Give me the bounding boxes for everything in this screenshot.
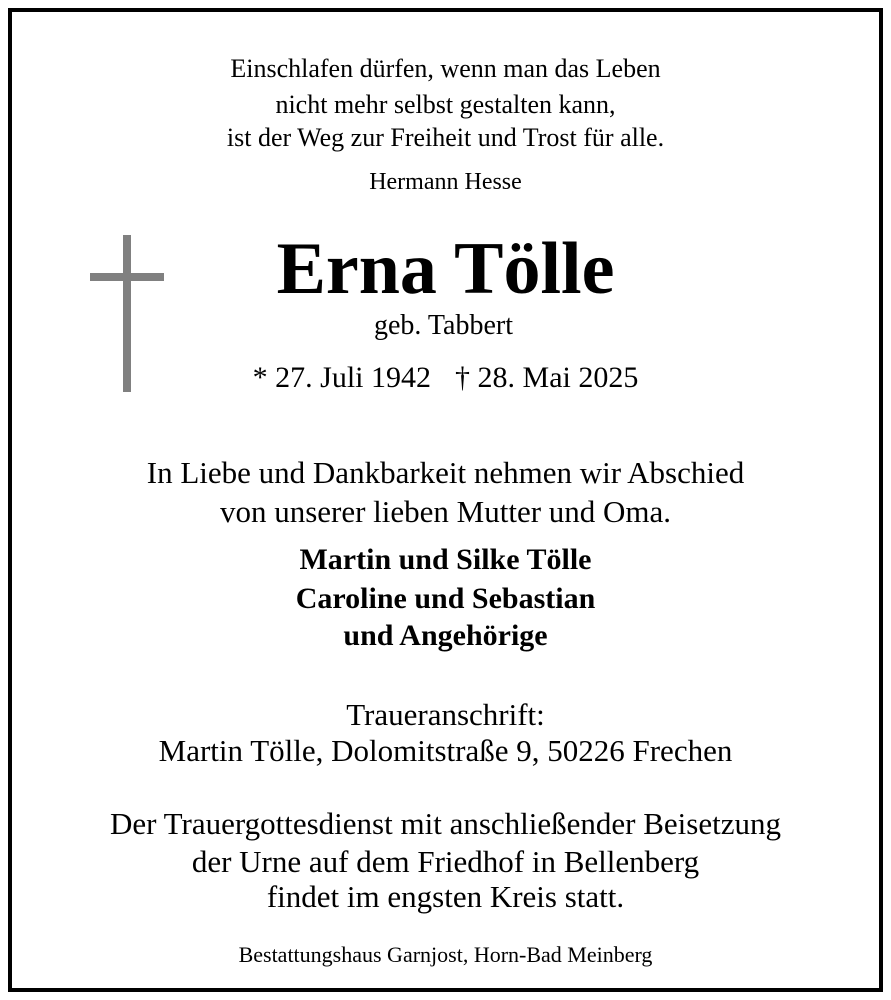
farewell-line-1: In Liebe und Dankbarkeit nehmen wir Abschied bbox=[146, 455, 745, 490]
service-line-1: Der Trauergottesdienst mit anschließender Beisetzung bbox=[110, 806, 781, 841]
birth-name: geb. Tabbert bbox=[373, 310, 514, 341]
mourning-address-label: Traueranschrift: bbox=[346, 697, 545, 732]
farewell-line-2: von unserer lieben Mutter und Oma. bbox=[219, 494, 672, 529]
service-line-3: findet im engsten Kreis statt. bbox=[266, 879, 625, 914]
mourning-address: Martin Tölle, Dolomitstraße 9, 50226 Frechen bbox=[158, 733, 733, 768]
quote-line-3: ist der Weg zur Freiheit und Trost für alle. bbox=[226, 123, 665, 152]
undertaker: Bestattungshaus Garnjost, Horn-Bad Meinberg bbox=[238, 942, 653, 967]
birth-date: * 27. Juli 1942 bbox=[252, 361, 432, 394]
quote-line-1: Einschlafen dürfen, wenn man das Leben bbox=[230, 54, 661, 83]
deceased-name: Erna Tölle bbox=[276, 228, 615, 310]
life-dates bbox=[0, 360, 891, 396]
mourner-2: Caroline und Sebastian bbox=[295, 582, 596, 615]
service-line-2: der Urne auf dem Friedhof in Bellenberg bbox=[191, 844, 700, 879]
quote-author: Hermann Hesse bbox=[369, 169, 522, 195]
death-date: † 28. Mai 2025 bbox=[455, 361, 639, 394]
mourner-1: Martin und Silke Tölle bbox=[299, 543, 592, 576]
mourner-3: und Angehörige bbox=[343, 619, 548, 652]
quote-line-2: nicht mehr selbst gestalten kann, bbox=[275, 90, 616, 119]
